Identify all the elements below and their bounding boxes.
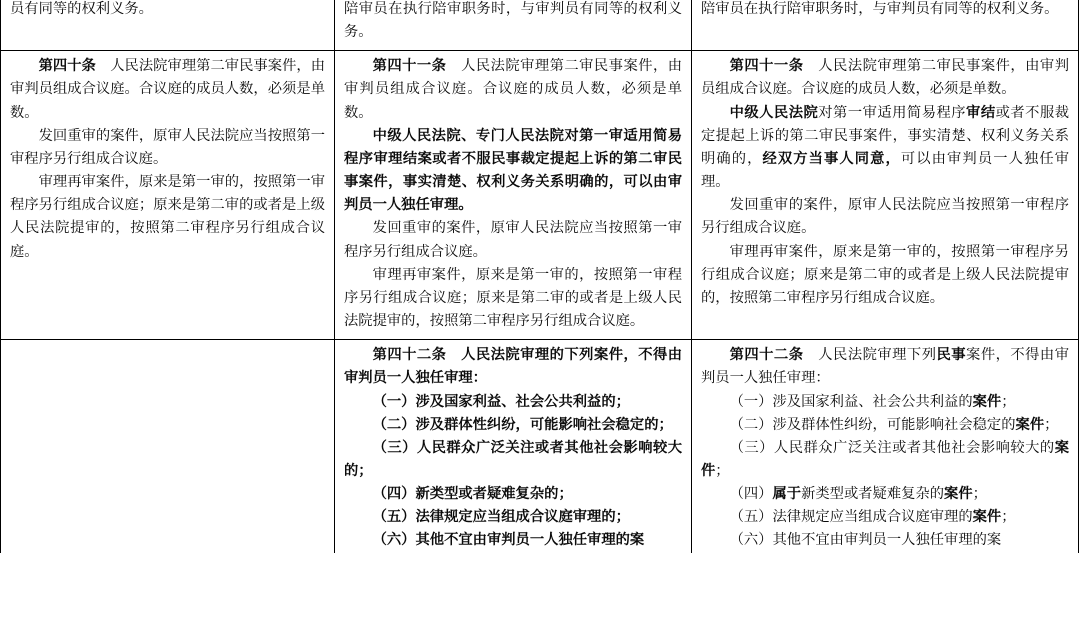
table-cell-r1c2 <box>335 0 692 51</box>
text-run: ； <box>715 462 730 479</box>
table-cell-r3c3 <box>692 340 1079 553</box>
text-run-emphasis: 中级人民法院、专门人民法院对第一审适用简易程序审理结案或者不服民事裁定提起上诉的第二审民事案件，事实清楚、权利义务关系明确的，可以由审判员一人独任审理。 <box>344 127 682 214</box>
text-run: 审理再审案件，原来是第一审的，按照第一审程序另行组成合议庭；原来是第二审的或者是上级人民法院提审的，按照第二审程序另行组成合议庭。 <box>10 174 325 260</box>
paragraph <box>701 391 1069 414</box>
text-run: 或者不服裁定提起上诉的第二审民事案件，事实清楚、权利义务关系明确的， <box>701 104 1070 167</box>
paragraph <box>701 0 1069 21</box>
text-run: 新类型或者疑难复杂的 <box>801 486 945 503</box>
text-run-emphasis: 中级人民法院 <box>729 104 819 121</box>
paragraph <box>701 506 1069 529</box>
paragraph <box>701 437 1069 483</box>
text-run-emphasis: 第四十条 <box>38 58 96 75</box>
table-row <box>1 340 1079 553</box>
paragraph <box>701 241 1069 310</box>
paragraph <box>10 171 325 264</box>
text-run-emphasis: （三）人民群众广泛关注或者其他社会影响较大的； <box>344 439 682 479</box>
paragraph <box>701 483 1069 506</box>
paragraph <box>701 344 1069 390</box>
text-run: 可以由审判员一人独任审理。 <box>701 150 1070 191</box>
table-cell-r3c1 <box>1 340 335 553</box>
table-cell-r3c2 <box>335 340 692 553</box>
text-run: 人民法院审理下列 <box>803 347 937 364</box>
table-cell-r2c2 <box>335 51 692 340</box>
text-run: ； <box>1044 416 1059 433</box>
text-run-emphasis: 经双方当事人同意， <box>762 150 901 167</box>
text-run-emphasis: 属于 <box>772 486 802 503</box>
paragraph <box>701 102 1069 195</box>
text-run-emphasis: 第四十二条 <box>372 347 447 364</box>
text-run: 审理再审案件，原来是第一审的，按照第一审程序另行组成合议庭；原来是第二审的或者是上级人民法院提审的，按照第二审程序另行组成合议庭。 <box>701 243 1069 306</box>
text-run-emphasis: （二）涉及群体性纠纷，可能影响社会稳定的； <box>372 416 673 433</box>
text-run: 审理再审案件，原来是第一审的，按照第一审程序另行组成合议庭；原来是第二审的或者是上级人民法院提审的，按照第二审程序另行组成合议庭。 <box>344 266 682 330</box>
text-run: 案件，不得由审判员一人独任审理： <box>701 347 1070 387</box>
text-run-emphasis: （四）新类型或者疑难复杂的； <box>372 486 573 503</box>
table-row <box>1 0 1079 51</box>
table-cell-r2c1 <box>1 51 335 340</box>
paragraph <box>344 483 682 506</box>
text-run-emphasis: （一）涉及国家利益、社会公共利益的； <box>372 393 630 410</box>
paragraph <box>10 0 325 21</box>
text-run-emphasis: 案件 <box>972 509 1002 526</box>
text-run-emphasis: 人民法院审理的下列案件，不得由审判员一人独任审理： <box>344 347 683 387</box>
text-run-emphasis: 案件 <box>944 486 973 503</box>
text-run-emphasis <box>446 347 461 363</box>
paragraph <box>344 55 682 124</box>
text-run-emphasis: （六）其他不宜由审判员一人独任审理的案 <box>372 532 645 549</box>
text-run-emphasis: 审结 <box>966 104 996 121</box>
text-run: 人民法院审理第二审民事案件，由审判员组成合议庭。合议庭的成员人数，必须是单数。 <box>701 58 1070 98</box>
text-run-emphasis: 民事 <box>936 347 967 364</box>
text-run: （六）其他不宜由审判员一人独任审理的案 <box>729 532 1002 549</box>
text-run: 人民法院审理第二审民事案件，由审判员组成合议庭。合议庭的成员人数，必须是单数。 <box>10 58 326 121</box>
text-run: 对第一审适用简易程序 <box>818 104 967 121</box>
text-run: 陪审员在执行陪审职务时，与审判员有同等的权利义务。 <box>344 1 682 41</box>
paragraph <box>701 55 1069 101</box>
text-run-emphasis: 案件 <box>1015 416 1045 433</box>
text-run-emphasis: （五）法律规定应当组成合议庭审理的； <box>372 509 630 526</box>
paragraph <box>344 414 682 437</box>
paragraph <box>344 0 682 44</box>
text-run: ； <box>1001 509 1016 526</box>
text-run: 发回重审的案件，原审人民法院应当按照第一审程序另行组成合议庭。 <box>701 197 1069 237</box>
paragraph <box>701 529 1069 552</box>
paragraph <box>344 344 682 390</box>
text-run: 陪审员在执行陪审职务时，与审判员有同等的权利义务。 <box>701 1 1059 17</box>
paragraph <box>10 125 325 171</box>
text-run: 发回重审的案件，原审人民法院应当按照第一审程序另行组成合议庭。 <box>10 127 325 167</box>
text-run: （三）人民群众广泛关注或者其他社会影响较大的 <box>729 439 1055 456</box>
text-run: （五）法律规定应当组成合议庭审理的 <box>729 509 973 526</box>
text-run-emphasis: 第四十一条 <box>729 58 804 75</box>
text-run-emphasis: 第四十一条 <box>372 58 447 75</box>
text-run-emphasis: 案件 <box>701 439 1069 479</box>
paragraph <box>344 264 682 333</box>
text-run-emphasis: 案件 <box>972 393 1002 410</box>
text-run: 员有同等的权利义务。 <box>10 1 153 17</box>
table-row <box>1 51 1079 340</box>
text-run: （二）涉及群体性纠纷，可能影响社会稳定的 <box>729 416 1016 433</box>
text-run: ； <box>1001 393 1016 410</box>
paragraph <box>10 55 325 124</box>
text-run: ； <box>972 486 987 503</box>
table-body <box>1 0 1079 553</box>
text-run: 人民法院审理第二审民事案件，由审判员组成合议庭。合议庭的成员人数，必须是单数。 <box>344 58 683 121</box>
paragraph <box>344 391 682 414</box>
text-run: （一）涉及国家利益、社会公共利益的 <box>729 393 973 410</box>
table-cell-r1c1 <box>1 0 335 51</box>
paragraph <box>701 414 1069 437</box>
text-run-emphasis: 第四十二条 <box>729 347 804 364</box>
table-cell-r2c3 <box>692 51 1079 340</box>
text-run: （四） <box>729 486 773 503</box>
paragraph <box>344 125 682 218</box>
paragraph <box>701 194 1069 240</box>
paragraph <box>344 217 682 263</box>
table-cell-r1c3 <box>692 0 1079 51</box>
paragraph <box>344 437 682 483</box>
text-run: 发回重审的案件，原审人民法院应当按照第一审程序另行组成合议庭。 <box>344 220 682 260</box>
paragraph <box>344 529 682 552</box>
paragraph <box>344 506 682 529</box>
